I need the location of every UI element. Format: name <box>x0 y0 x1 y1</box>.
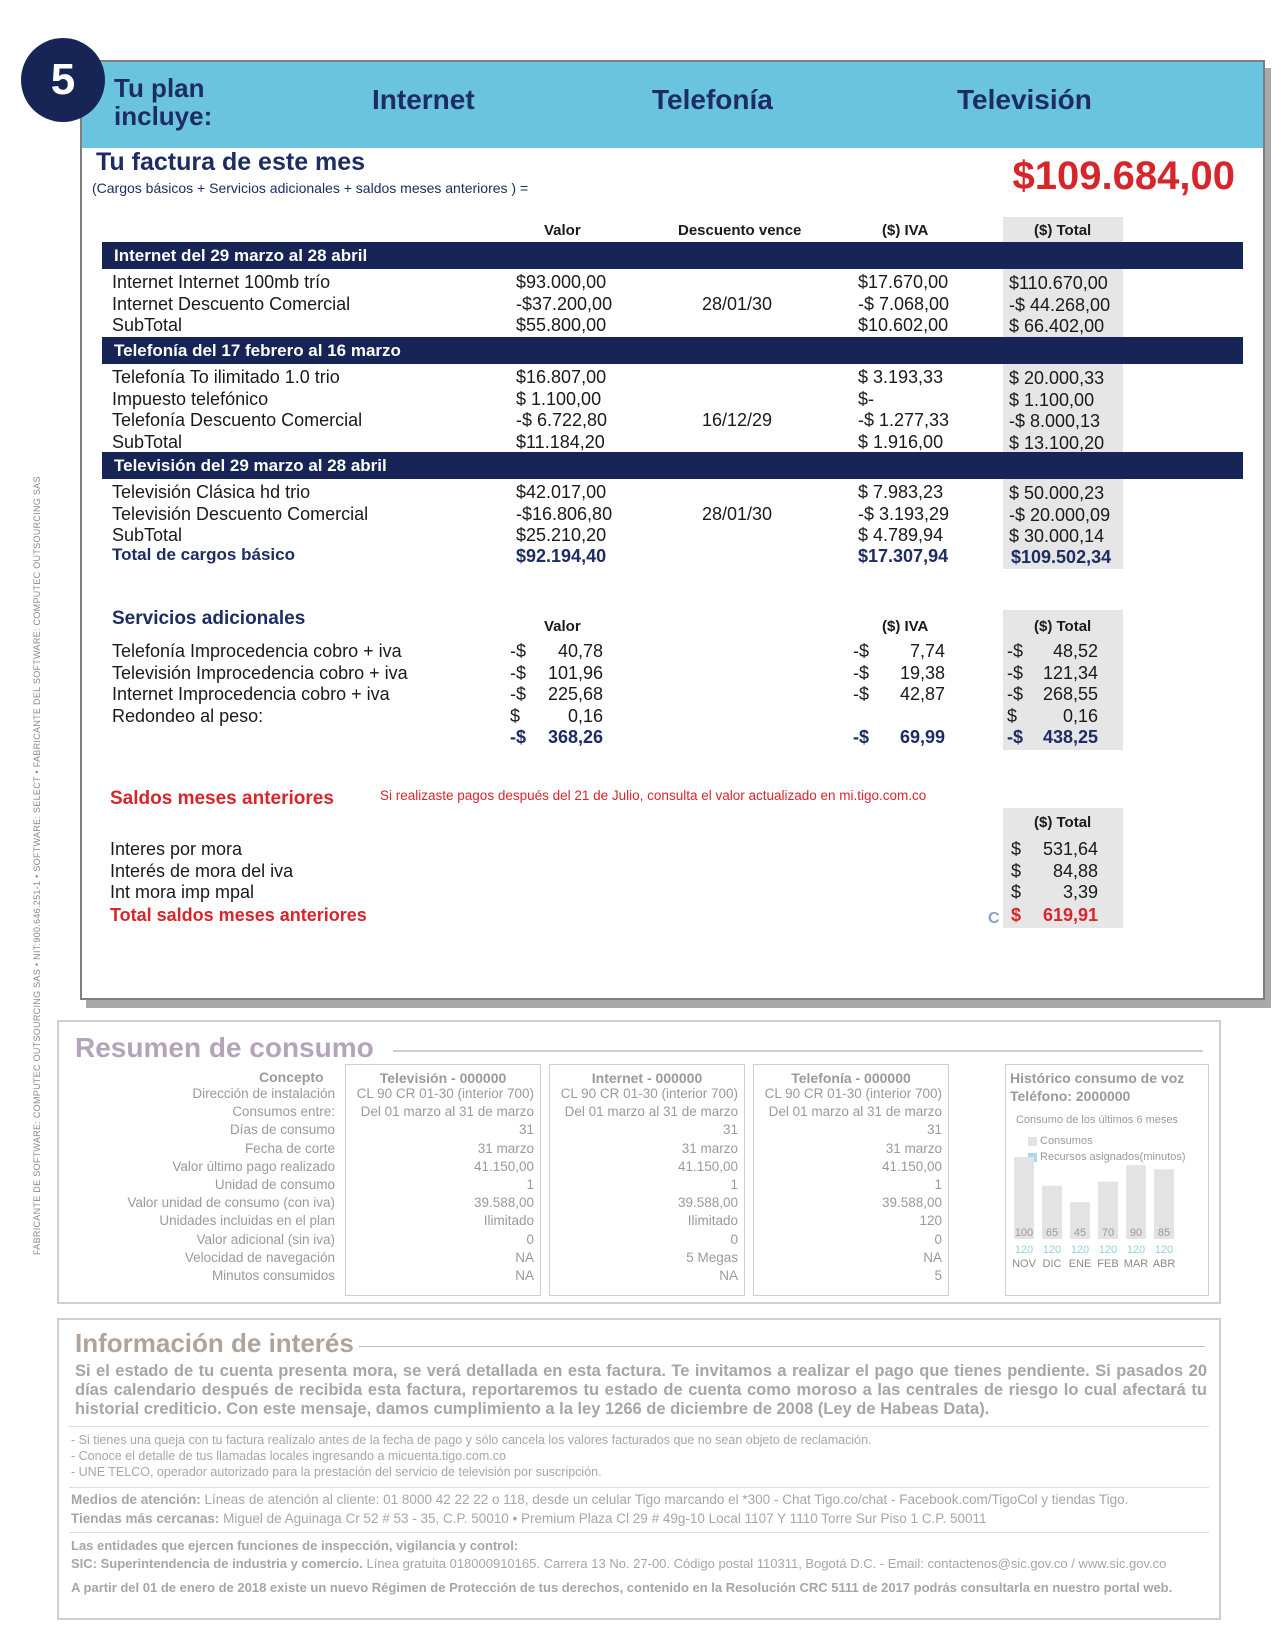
resumen-title: Resumen de consumo <box>75 1032 374 1063</box>
charge-descuento: 28/01/30 <box>702 293 773 314</box>
charge-total: -$ 8.000,13 <box>1009 411 1101 431</box>
charge-iva: -$ 7.068,00 <box>858 293 950 314</box>
service-value: 31 marzo <box>681 1140 738 1156</box>
adicional-valor: 101,96 <box>547 662 603 683</box>
entidades-text: Las entidades que ejercen funciones de inspección, vigilancia y control: <box>71 1538 519 1553</box>
charge-valor: -$37.200,00 <box>516 293 613 314</box>
basic-total-total: $109.502,34 <box>1011 547 1112 567</box>
charge-total: $110.670,00 <box>1009 273 1108 293</box>
charge-valor: $16.807,00 <box>516 367 607 387</box>
charge-total: $ 20.000,33 <box>1009 368 1105 388</box>
month-tick-label: DIC <box>1042 1258 1062 1270</box>
bill-subtitle: (Cargos básicos + Servicios adicionales + saldos meses anteriores ) = <box>92 180 529 196</box>
info-divider-3 <box>69 1532 1209 1533</box>
bullet-dash: - <box>71 1449 79 1463</box>
consumos-bar-label: 85 <box>1157 1227 1171 1239</box>
recursos-value-label: 120 <box>1126 1244 1146 1256</box>
concept-header: Concepto <box>259 1069 324 1085</box>
adicional-valor-sign: $ <box>510 705 521 726</box>
service-column <box>549 1064 745 1296</box>
bill-total-amount: $109.684,00 <box>1012 154 1235 198</box>
charge-valor: $11.184,20 <box>516 431 605 452</box>
adicional-total: 48,52 <box>1052 641 1098 661</box>
adicional-total: 268,55 <box>1042 684 1098 704</box>
history-box <box>1005 1064 1209 1296</box>
saldos-total-label: Total saldos meses anteriores <box>110 905 367 925</box>
service-column <box>753 1064 949 1296</box>
charge-iva: $ 7.983,23 <box>858 482 944 502</box>
adicional-valor: 40,78 <box>557 641 603 661</box>
adicionales-header-iva: ($) IVA <box>882 618 929 635</box>
charge-name: Telefonía To ilimitado 1.0 trio <box>112 367 340 387</box>
history-title: Histórico consumo de voz <box>1010 1070 1185 1086</box>
charge-name: Televisión Descuento Comercial <box>112 503 369 524</box>
charge-iva: $17.670,00 <box>858 272 949 292</box>
charge-name: SubTotal <box>112 431 183 452</box>
adicional-valor: 0,16 <box>567 705 603 726</box>
service-value: 5 <box>934 1268 942 1283</box>
saldo-sign: $ <box>1011 839 1022 859</box>
header-total: ($) Total <box>1034 222 1092 239</box>
adicional-name: Redondeo al peso: <box>112 705 264 726</box>
consumos-bar-label: 70 <box>1101 1227 1115 1239</box>
month-tick-label: NOV <box>1012 1258 1036 1270</box>
basic-total-iva: $17.307,94 <box>858 546 949 566</box>
info-bullet-text: Conoce el detalle de tus llamadas locales ingresando a micuenta.tigo.com.co <box>78 1449 506 1463</box>
adicional-name: Telefonía Improcedencia cobro + iva <box>112 641 402 661</box>
service-value: NA <box>719 1268 738 1283</box>
charge-iva: $ 1.916,00 <box>858 431 944 452</box>
consumos-bar-label: 45 <box>1073 1227 1087 1239</box>
saldos-total-value: 619,91 <box>1042 905 1098 925</box>
adicional-iva: 69,99 <box>899 727 945 747</box>
saldo-name: Interés de mora del iva <box>110 860 294 881</box>
adicional-valor: 368,26 <box>547 727 603 747</box>
charge-name: Televisión Clásica hd trio <box>112 482 311 502</box>
charge-name: SubTotal <box>112 525 183 545</box>
header-descuento: Descuento vence <box>678 222 802 239</box>
charge-valor: $93.000,00 <box>516 272 607 292</box>
month-tick-label: ABR <box>1152 1258 1176 1270</box>
bullet-dash: - <box>71 1465 79 1479</box>
service-value: 5 Megas <box>686 1249 738 1265</box>
consumos-bar-label: 100 <box>1014 1227 1034 1239</box>
tiendas-line <box>71 1511 987 1526</box>
info-title-rule <box>359 1346 1205 1347</box>
concept-label: Fecha de corte <box>244 1140 335 1156</box>
info-bullet <box>71 1449 506 1463</box>
service-value: Del 01 marzo al 31 de marzo <box>360 1104 534 1120</box>
plan-service-television: Televisión <box>957 84 1092 115</box>
recursos-value-label: 120 <box>1098 1244 1118 1256</box>
adicional-total-sign: -$ <box>1007 727 1024 747</box>
adicional-valor-sign: -$ <box>510 662 527 683</box>
charge-valor: $55.800,00 <box>516 315 607 335</box>
adicional-valor-sign: -$ <box>510 641 527 661</box>
adicionales-header-total: ($) Total <box>1034 618 1092 635</box>
info-panel <box>57 1318 1221 1620</box>
concept-label: Minutos consumidos <box>211 1268 335 1283</box>
service-value: 41.150,00 <box>881 1158 942 1174</box>
sic-line <box>71 1556 1166 1571</box>
history-chart <box>1006 1065 1210 1297</box>
service-value: 120 <box>919 1213 942 1229</box>
month-tick-label: ENE <box>1068 1258 1092 1270</box>
medios-text: Líneas de atención al cliente: 01 8000 42 22 22 o 118, desde un celular Tigo marcando el *300 - Chat Tigo.co/chat - Facebook.com/TigoCol y tiendas Tigo. <box>200 1492 1129 1507</box>
adicional-total: 438,25 <box>1042 727 1098 747</box>
medios-label: Medios de atención: <box>71 1492 201 1507</box>
charge-iva: $10.602,00 <box>858 315 949 335</box>
month-tick-label: MAR <box>1123 1258 1149 1270</box>
resumen-panel <box>57 1020 1221 1304</box>
service-column <box>345 1064 541 1296</box>
header-valor: Valor <box>544 222 581 239</box>
charge-name: Internet Descuento Comercial <box>112 293 351 314</box>
legend-consumos: Consumos <box>1040 1135 1093 1147</box>
service-value: CL 90 CR 01-30 (interior 700) <box>764 1086 942 1101</box>
adicional-iva-sign: -$ <box>853 684 870 704</box>
medios-line <box>71 1492 1128 1507</box>
charge-total: $ 1.100,00 <box>1009 389 1095 410</box>
concept-label: Velocidad de navegación <box>184 1249 335 1265</box>
section-header: Telefonía del 17 febrero al 16 marzo <box>102 337 1243 364</box>
service-value: 31 <box>926 1122 942 1138</box>
info-bullet-text: Si tienes una queja con tu factura realízalo antes de la fecha de pago y sólo cancela los valores facturados que no sean objeto de reclamación. <box>78 1433 872 1447</box>
legend-recursos: Recursos asignados(minutos) <box>1040 1151 1186 1163</box>
info-bullet-text: UNE TELCO, operador autorizado para la prestación del servicio de televisión por suscripción. <box>78 1465 602 1479</box>
charge-name: Impuesto telefónico <box>112 388 269 409</box>
basic-total-label: Total de cargos básico <box>112 545 295 564</box>
adicionales-header-valor: Valor <box>544 618 581 635</box>
software-vendor-text: FABRICANTE DE SOFTWARE: COMPUTEC OUTSOURCING SAS • NIT:900.646.251-1 • SOFTWARE: SELECT • FABRICANTE DEL SOFTWARE: COMPUTEC OUTSOURCING SAS <box>32 476 42 1255</box>
adicional-total-sign: -$ <box>1007 684 1024 704</box>
charge-valor: $42.017,00 <box>516 482 607 502</box>
adicional-iva: 7,74 <box>909 641 945 661</box>
resumen-title-rule <box>393 1050 1203 1052</box>
saldos-total-sign: $ <box>1011 905 1022 925</box>
plan-service-internet: Internet <box>372 84 475 115</box>
history-caption: Consumo de los últimos 6 meses <box>1016 1114 1179 1126</box>
charge-iva: -$ 1.277,33 <box>858 410 950 430</box>
charge-iva: -$ 3.193,29 <box>858 503 950 524</box>
service-value: 41.150,00 <box>473 1158 534 1174</box>
charge-descuento: 28/01/30 <box>702 503 773 524</box>
charge-iva: $- <box>858 388 875 409</box>
regimen-text: A partir del 01 de enero de 2018 existe un nuevo Régimen de Protección de tus derechos, contenido en la Resolución CRC 5111 de 2017 podrás consultarla en nuestro portal web. <box>71 1580 1173 1595</box>
concept-label: Valor adicional (sin iva) <box>196 1231 335 1247</box>
charge-valor: -$ 6.722,80 <box>516 410 608 430</box>
service-value: 0 <box>934 1231 942 1247</box>
service-value: 41.150,00 <box>677 1158 738 1174</box>
info-title: Información de interés <box>75 1328 354 1358</box>
tiendas-text: Miguel de Aguinaga Cr 52 # 53 - 35, C.P. 50010 • Premium Plaza Cl 29 # 49g-10 Local 1107 Y 1110 Torre Sur Piso 1 C.P. 50011 <box>219 1511 987 1526</box>
adicional-total: 121,34 <box>1042 662 1098 683</box>
charge-name: SubTotal <box>112 315 183 335</box>
charge-total: $ 50.000,23 <box>1009 483 1105 503</box>
service-column-title: Televisión - 000000 <box>379 1070 507 1086</box>
adicional-valor-sign: -$ <box>510 727 527 747</box>
adicionales-title: Servicios adicionales <box>112 608 306 629</box>
service-value: Del 01 marzo al 31 de marzo <box>768 1104 942 1120</box>
sic-label: SIC: Superintendencia de industria y comercio. <box>71 1556 363 1571</box>
section-header: Televisión del 29 marzo al 28 abril <box>102 452 1243 479</box>
step-number-badge: 5 <box>21 38 105 122</box>
service-value: 1 <box>934 1177 942 1192</box>
service-value: 39.588,00 <box>881 1195 942 1211</box>
info-divider-1 <box>69 1426 1209 1427</box>
service-value: 0 <box>526 1231 534 1247</box>
service-value: 1 <box>730 1177 738 1192</box>
charge-valor: $25.210,20 <box>516 525 607 545</box>
adicional-valor: 225,68 <box>547 684 603 704</box>
concept-label: Dirección de instalación <box>192 1086 335 1101</box>
concept-label: Unidades incluidas en el plan <box>159 1213 335 1229</box>
adicional-iva-sign: -$ <box>853 662 870 683</box>
tiendas-label: Tiendas más cercanas: <box>71 1511 220 1526</box>
plan-header <box>82 62 1263 148</box>
service-value: CL 90 CR 01-30 (interior 700) <box>560 1086 738 1101</box>
consumos-bar-label: 65 <box>1045 1227 1059 1239</box>
service-column-title: Telefonía - 000000 <box>791 1070 911 1086</box>
saldos-header-total: ($) Total <box>1034 814 1092 831</box>
service-value: 31 marzo <box>477 1140 534 1156</box>
sic-text: Línea gratuita 018000910165. Carrera 13 No. 27-00. Código postal 110311, Bogotá D.C. - Email: contactenos@sic.gov.co / www.sic.gov.co <box>362 1556 1167 1571</box>
service-value: 0 <box>730 1231 738 1247</box>
service-column-title: Internet - 000000 <box>591 1070 703 1086</box>
saldo-total: 84,88 <box>1052 860 1098 881</box>
month-tick-label: FEB <box>1097 1258 1119 1270</box>
charge-total: -$ 20.000,09 <box>1009 504 1111 525</box>
adicional-iva-sign: -$ <box>853 727 870 747</box>
service-value: NA <box>515 1268 534 1283</box>
bill-panel <box>80 60 1265 1000</box>
info-paragraph: Si el estado de tu cuenta presenta mora, se verá detallada en esta factura. Te invitamos a realizar el pago que tienes pendiente. Si pasados 20 días calendario después de recibida esta factura, reportaremos tu estado de cuenta como moroso a las centrales de riesgo lo cual afectará tu historial crediticio. Con este mensaje, damos cumplimiento a la ley 1266 de diciembre de 2008 (Ley de Habeas Data). <box>75 1362 1207 1418</box>
adicional-total-sign: -$ <box>1007 662 1024 683</box>
saldo-name: Int mora imp mpal <box>110 882 255 902</box>
service-value: 31 <box>518 1122 534 1138</box>
info-bullet <box>71 1433 872 1447</box>
charge-name: Telefonía Descuento Comercial <box>112 410 363 430</box>
saldos-note: Si realizaste pagos después del 21 de Julio, consulta el valor actualizado en mi.tigo.com.co <box>380 788 927 803</box>
saldo-name: Interes por mora <box>110 839 243 859</box>
service-value: 39.588,00 <box>473 1195 534 1211</box>
recursos-value-label: 120 <box>1070 1244 1090 1256</box>
service-value: NA <box>923 1249 942 1265</box>
history-phone: Teléfono: 2000000 <box>1010 1088 1131 1104</box>
service-value: Ilimitado <box>687 1213 738 1229</box>
saldos-title: Saldos meses anteriores <box>110 788 334 809</box>
bullet-dash: - <box>71 1433 79 1447</box>
saldos-total-mark: C <box>988 910 1000 927</box>
adicional-valor-sign: -$ <box>510 684 527 704</box>
info-bullet <box>71 1465 602 1479</box>
saldo-sign: $ <box>1011 860 1022 881</box>
charge-total: $ 30.000,14 <box>1009 526 1105 546</box>
charge-total: -$ 44.268,00 <box>1009 294 1111 315</box>
charge-total: $ 66.402,00 <box>1009 316 1105 336</box>
charge-iva: $ 3.193,33 <box>858 367 944 387</box>
recursos-value-label: 120 <box>1154 1244 1174 1256</box>
service-value: Del 01 marzo al 31 de marzo <box>564 1104 738 1120</box>
bill-title: Tu factura de este mes <box>96 148 366 176</box>
adicional-total: 0,16 <box>1062 705 1098 726</box>
charge-iva: $ 4.789,94 <box>858 525 944 545</box>
saldo-total: 3,39 <box>1062 882 1098 902</box>
concept-label: Consumos entre: <box>232 1104 335 1120</box>
adicional-iva-sign: -$ <box>853 641 870 661</box>
charge-total: $ 13.100,20 <box>1009 432 1105 453</box>
service-value: 1 <box>526 1177 534 1192</box>
adicional-name: Internet Improcedencia cobro + iva <box>112 684 390 704</box>
adicional-iva: 19,38 <box>899 662 945 683</box>
consumos-bar-label: 90 <box>1129 1227 1143 1239</box>
plan-label: Tu plan incluye: <box>114 73 213 131</box>
saldo-total: 531,64 <box>1042 839 1098 859</box>
concept-label: Valor último pago realizado <box>172 1158 335 1174</box>
service-value: 31 marzo <box>885 1140 942 1156</box>
service-value: CL 90 CR 01-30 (interior 700) <box>356 1086 534 1101</box>
concept-label: Unidad de consumo <box>214 1177 335 1192</box>
concept-label: Valor unidad de consumo (con iva) <box>127 1195 335 1211</box>
header-iva: ($) IVA <box>882 222 929 239</box>
recursos-value-label: 120 <box>1042 1244 1062 1256</box>
adicional-total-sign: -$ <box>1007 641 1024 661</box>
basic-total-valor: $92.194,40 <box>516 546 607 566</box>
service-value: NA <box>515 1249 534 1265</box>
recursos-value-label: 120 <box>1014 1244 1034 1256</box>
section-header: Internet del 29 marzo al 28 abril <box>102 242 1243 269</box>
concept-label: Días de consumo <box>229 1122 335 1138</box>
charge-valor: $ 1.100,00 <box>516 388 602 409</box>
adicional-name: Televisión Improcedencia cobro + iva <box>112 662 408 683</box>
service-value: 39.588,00 <box>677 1195 738 1211</box>
service-value: 31 <box>722 1122 738 1138</box>
charge-valor: -$16.806,80 <box>516 503 613 524</box>
info-divider-2 <box>69 1487 1209 1488</box>
charge-descuento: 16/12/29 <box>702 410 773 430</box>
saldo-sign: $ <box>1011 882 1022 902</box>
adicional-iva: 42,87 <box>899 684 945 704</box>
service-value: Ilimitado <box>483 1213 534 1229</box>
plan-service-telefonia: Telefonía <box>652 84 773 115</box>
adicional-total-sign: $ <box>1007 705 1018 726</box>
charge-name: Internet Internet 100mb trío <box>112 272 331 292</box>
history-bar-chart <box>1006 1065 1210 1297</box>
